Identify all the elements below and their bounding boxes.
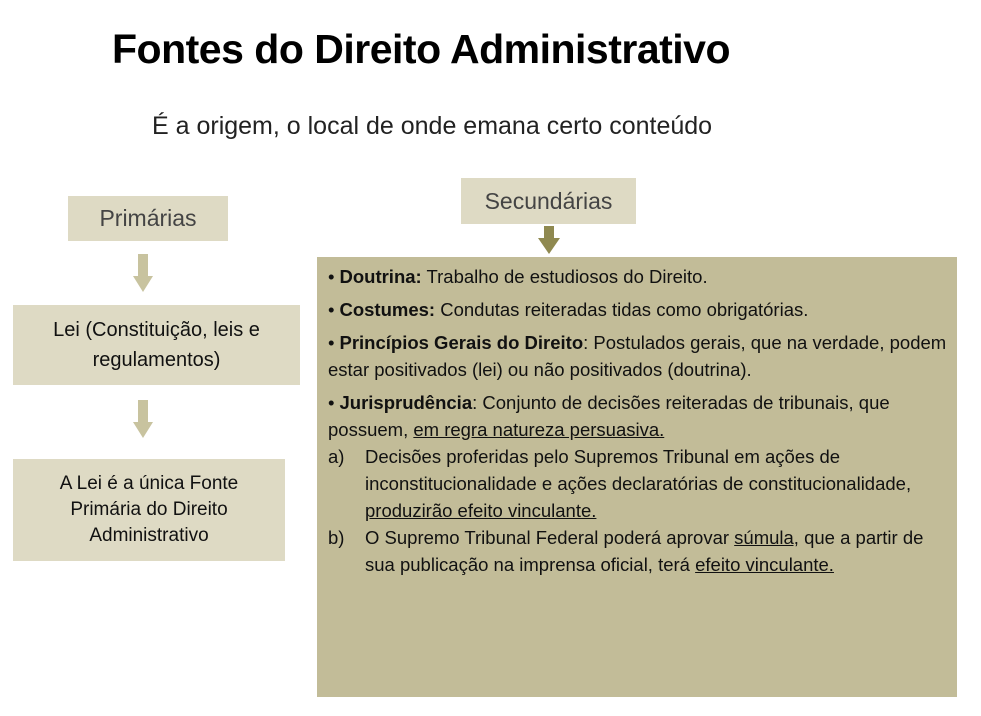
subitem-b-underlined1: súmula,	[734, 527, 799, 548]
subitem-a-body	[365, 443, 947, 524]
arrow-down-icon	[538, 226, 560, 254]
page-title: Fontes do Direito Administrativo	[112, 26, 731, 72]
jurisprudencia-underlined: em regra natureza persuasiva.	[413, 419, 665, 440]
secundarias-label: Secundárias	[484, 187, 613, 214]
subitem-a-underlined: produzirão efeito vinculante.	[365, 500, 597, 521]
lei-box	[13, 305, 300, 385]
primarias-label: Primárias	[99, 205, 197, 231]
subitem-b-text2: que a partir de sua publicação na imprensa oficial, terá	[365, 527, 924, 575]
item-doutrina	[328, 263, 947, 290]
subitem-a	[328, 443, 947, 524]
item-costumes	[328, 296, 947, 323]
arrow-down-icon	[133, 400, 153, 438]
subitem-b-underlined2: efeito vinculante.	[695, 554, 834, 575]
principios-term: Princípios Gerais do Direito	[339, 332, 584, 353]
doutrina-text: Trabalho de estudiosos do Direito.	[421, 266, 708, 287]
principios-text: : Postulados gerais, que na verdade, podem estar positivados (lei) ou não positivados (doutrina).	[328, 332, 947, 380]
costumes-term: Costumes:	[339, 299, 436, 320]
subitem-a-text: Decisões proferidas pelo Supremos Tribunal em ações de inconstitucionalidade e ações declaratórias de constitucionalidade,	[365, 446, 912, 494]
fonte-primaria-text: A Lei é a única Fonte Primária do Direito Administrativo	[59, 473, 239, 546]
jurisprudencia-term: Jurisprudência	[339, 392, 473, 413]
fonte-primaria-box	[13, 459, 285, 561]
subitem-b-label: b)	[328, 527, 345, 548]
subitem-b-body	[365, 524, 947, 578]
subitem-b	[328, 524, 947, 578]
costumes-text: Condutas reiteradas tidas como obrigatórias.	[435, 299, 809, 320]
arrow-down-icon	[133, 254, 153, 292]
lei-text: Lei (Constituição, leis e regulamentos)	[53, 319, 260, 371]
item-jurisprudencia	[328, 389, 947, 443]
subitem-b-text1: O Supremo Tribunal Federal poderá aprovar	[365, 527, 735, 548]
jurisprudencia-text: : Conjunto de decisões reiteradas de tribunais, que possuem,	[328, 392, 890, 440]
primarias-box	[68, 196, 228, 241]
subitem-a-label: a)	[328, 446, 345, 467]
page-subtitle: É a origem, o local de onde emana certo conteúdo	[152, 112, 713, 140]
doutrina-term: Doutrina:	[339, 266, 422, 287]
item-principios	[328, 329, 947, 383]
secundarias-box	[461, 178, 636, 224]
secundarias-content-box	[317, 257, 957, 697]
